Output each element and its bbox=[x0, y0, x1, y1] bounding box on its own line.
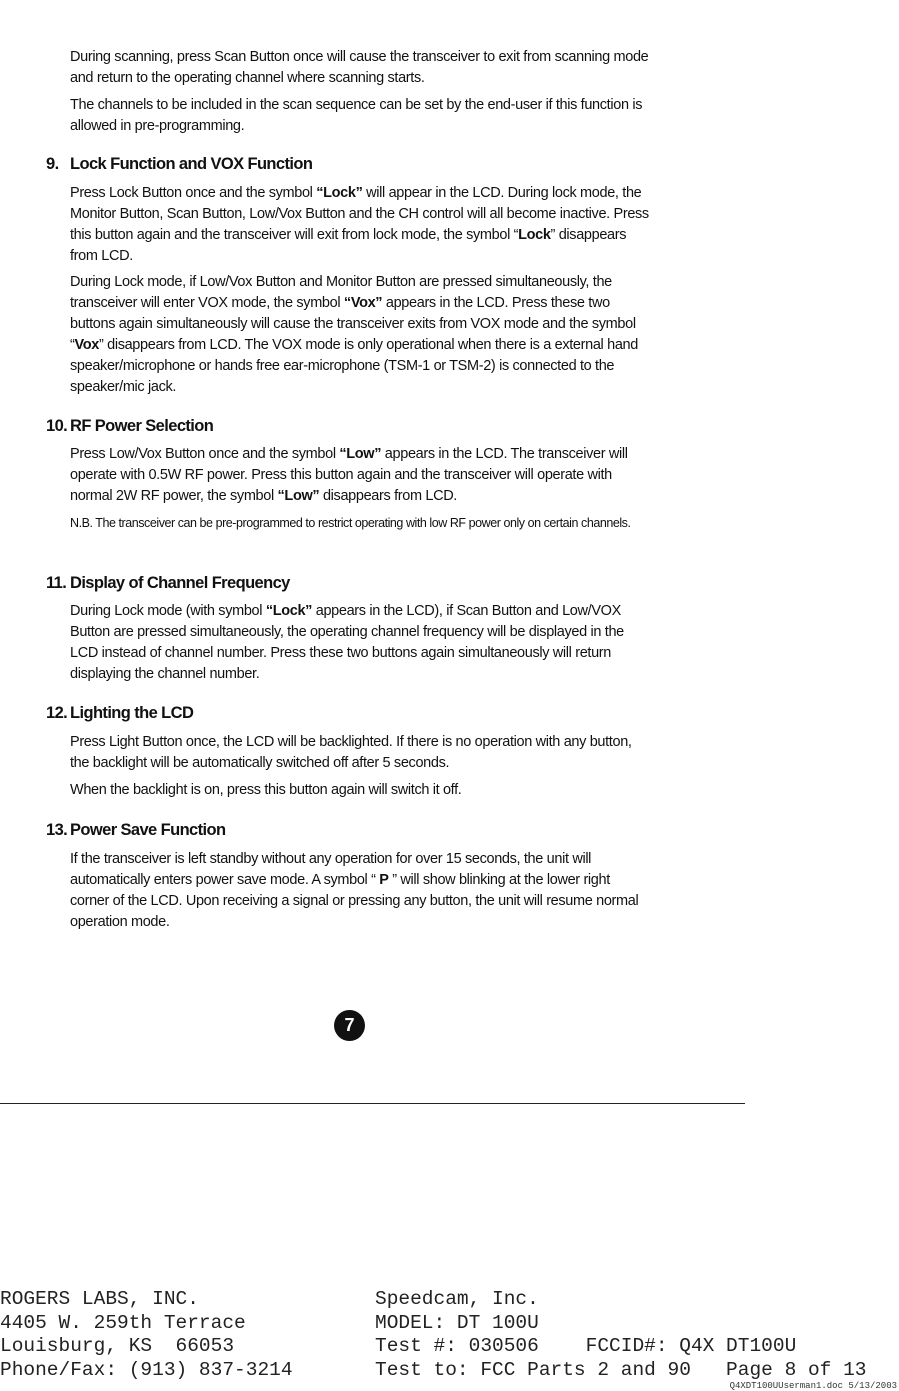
lab-name: ROGERS LABS, INC. bbox=[0, 1288, 199, 1310]
intro-paragraph-scanning: During scanning, press Scan Button once will cause the transceiver to exit from scanning mode and return to the operating channel where scanning starts. bbox=[70, 49, 649, 86]
rf-power-note: N.B. The transceiver can be pre-programmed to restrict operating with low RF power only on certain channels. bbox=[70, 516, 631, 530]
section-title: Lock Function and VOX Function bbox=[70, 155, 313, 173]
footer-test-block bbox=[375, 1288, 866, 1382]
rf-power-paragraph: Press Low/Vox Button once and the symbol “Low” appears in the LCD. The transceiver will operate with 0.5W RF power. Press this button again and the transceiver will operate with normal 2W RF power, the symbol “Low” disappears from LCD. bbox=[70, 446, 628, 504]
footer-divider bbox=[0, 1103, 745, 1104]
lighting-off-paragraph: When the backlight is on, press this button again will switch it off. bbox=[70, 782, 462, 798]
section-title: Display of Channel Frequency bbox=[70, 574, 290, 592]
lab-phone: Phone/Fax: (913) 837-3214 bbox=[0, 1358, 293, 1381]
section-heading-channel-frequency bbox=[46, 574, 290, 593]
test-fcc-line: Test #: 030506 FCCID#: Q4X DT100U bbox=[375, 1335, 797, 1357]
power-save-symbol: P bbox=[379, 872, 389, 888]
lighting-paragraph: Press Light Button once, the LCD will be backlighted. If there is no operation with any button, the backlight will be automatically switched off after 5 seconds. bbox=[70, 734, 632, 771]
section-number: 11. bbox=[46, 574, 67, 592]
footer-lab-block bbox=[0, 1288, 293, 1382]
channel-frequency-paragraph: During Lock mode (with symbol “Lock” appears in the LCD), if Scan Button and Low/VOX Button are pressed simultaneously, the operating channel frequency will be displayed in the LCD instead of channel number. Press these two buttons again simultaneously will return displaying the channel number. bbox=[70, 603, 624, 682]
section-heading-power-save bbox=[46, 821, 225, 840]
section-number: 9. bbox=[46, 155, 59, 173]
section-number: 13. bbox=[46, 821, 68, 839]
lab-address: 4405 W. 259th Terrace bbox=[0, 1311, 246, 1334]
section-title: Power Save Function bbox=[70, 821, 226, 839]
section-heading-rf-power bbox=[46, 417, 213, 436]
lock-paragraph: Press Lock Button once and the symbol “Lock” will appear in the LCD. During lock mode, the Monitor Button, Scan Button, Low/Vox Button and the CH control will all become inactive. Press this button again and the transceiver will exit from lock mode, the symbol “Lock” disappears from LCD. bbox=[70, 185, 649, 264]
section-number: 10. bbox=[46, 417, 68, 435]
section-number: 12. bbox=[46, 704, 68, 722]
section-title: RF Power Selection bbox=[70, 417, 214, 435]
section-heading-lock-vox bbox=[46, 155, 312, 174]
lab-city: Louisburg, KS 66053 bbox=[0, 1335, 235, 1357]
document-reference: Q4XDT100UUserman1.doc 5/13/2003 bbox=[729, 1381, 897, 1391]
section-title: Lighting the LCD bbox=[70, 704, 194, 722]
test-to-line: Test to: FCC Parts 2 and 90 Page 8 of 13 bbox=[375, 1358, 867, 1381]
client-name: Speedcam, Inc. bbox=[375, 1288, 539, 1310]
power-save-paragraph: If the transceiver is left standby without any operation for over 15 seconds, the unit will automatically enters power save mode. A symbol “ P ” will show blinking at the lower right corner of the LCD. Upon receiving a signal or pressing any button, the unit will resume normal operation mode. bbox=[70, 851, 639, 930]
vox-paragraph: During Lock mode, if Low/Vox Button and Monitor Button are pressed simultaneously, the transceiver will enter VOX mode, the symbol “Vox” appears in the LCD. Press these two buttons again simultaneously will cause the transceiver exits from VOX mode and the symbol “Vox” disappears from LCD. The VOX mode is only operational when there is a external hand speaker/microphone or hands free ear-microphone (TSM-1 or TSM-2) is connected to the speaker/mic jack. bbox=[70, 274, 638, 395]
intro-paragraph-scan-sequence: The channels to be included in the scan sequence can be set by the end-user if this function is allowed in pre-programming. bbox=[70, 97, 643, 134]
section-heading-lighting-lcd bbox=[46, 704, 193, 723]
model-line: MODEL: DT 100U bbox=[375, 1311, 539, 1334]
page-number-badge: 7 bbox=[334, 1010, 365, 1041]
